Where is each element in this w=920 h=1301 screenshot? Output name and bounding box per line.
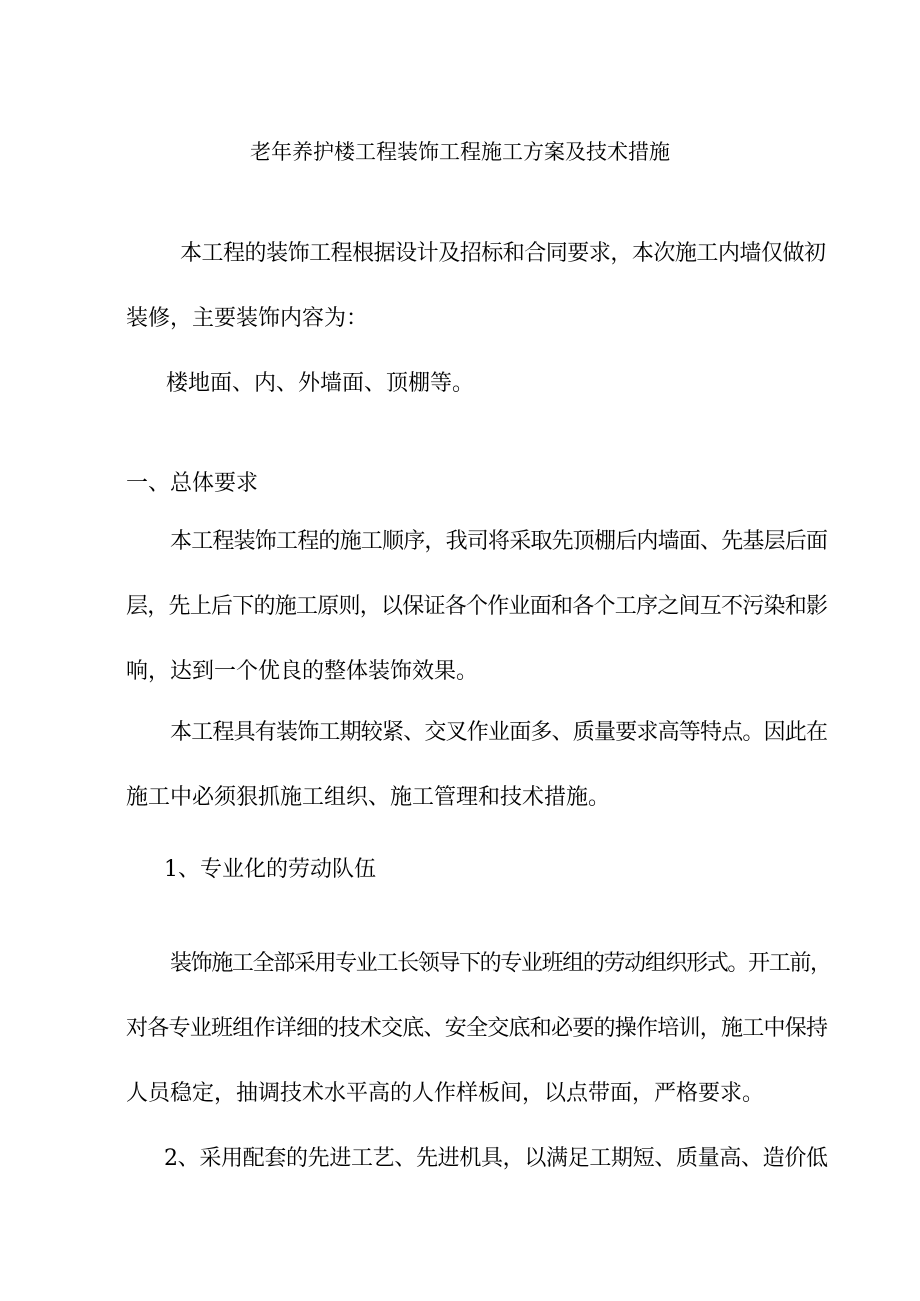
- text-line: 层，先上后下的施工原则，以保证各个作业面和各个工序之间互不污染和影: [126, 594, 828, 619]
- text-line: 装饰施工全部采用专业工长领导下的专业班组的劳动组织形式。开工前，: [170, 951, 831, 976]
- text-line: 对各专业班组作详细的技术交底、安全交底和必要的操作培训，施工中保持: [126, 1016, 828, 1041]
- text-line: 响，达到一个优良的整体装饰效果。: [126, 659, 479, 684]
- text-line: 楼地面、内、外墙面、顶棚等。: [166, 371, 475, 396]
- text-line: 施工中必须狠抓施工组织、施工管理和技术措施。: [126, 785, 611, 810]
- text-line: 本工程的装饰工程根据设计及招标和合同要求，本次施工内墙仅做初: [180, 241, 826, 266]
- text-line: 本工程装饰工程的施工顺序，我司将采取先顶棚后内墙面、先基层后面: [170, 529, 828, 554]
- subsection-heading: 1、专业化的劳动队伍: [164, 857, 376, 882]
- text-line: 装修，主要装饰内容为：: [126, 306, 369, 331]
- text-line: 本工程具有装饰工期较紧、交叉作业面多、质量要求高等特点。因此在: [170, 720, 828, 745]
- document-title: 老年养护楼工程装饰工程施工方案及技术措施: [250, 140, 670, 164]
- subsection-heading: 2、采用配套的先进工艺、先进机具，以满足工期短、质量高、造价低: [164, 1146, 828, 1171]
- text-line: 人员稳定，抽调技术水平高的人作样板间，以点带面，严格要求。: [126, 1081, 765, 1106]
- section-heading: 一、总体要求: [126, 471, 259, 496]
